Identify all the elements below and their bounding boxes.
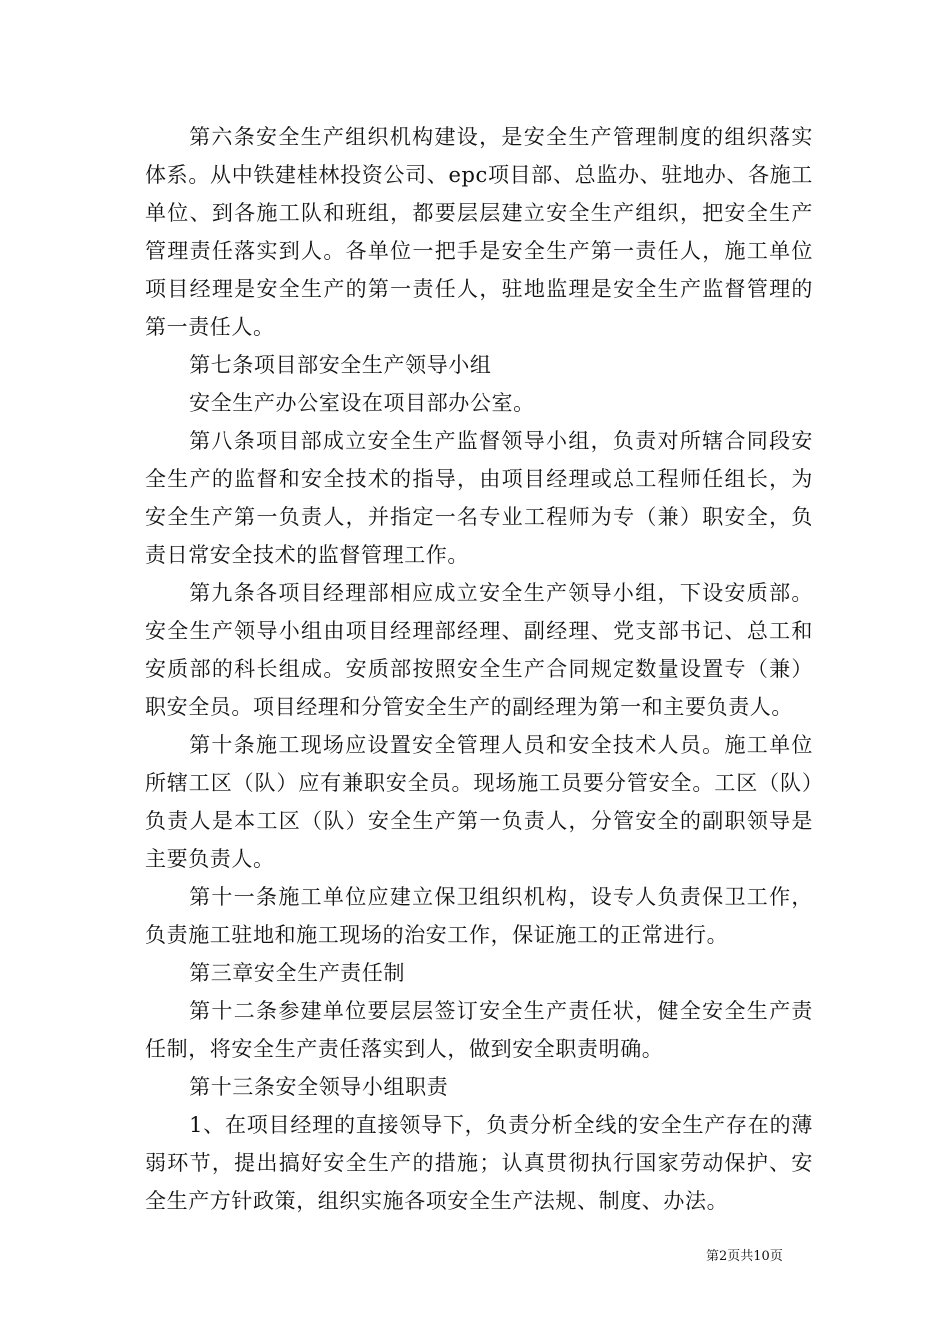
paragraph-article-9: 第九条各项目经理部相应成立安全生产领导小组，下设安质部。安全生产领导小组由项目经理部经理、副经理、党支部书记、总工和安质部的科长组成。安质部按照安全生产合同规定数量设置专（兼）职安全员。项目经理和分管安全生产的副经理为第一和主要负责人。 xyxy=(145,581,813,719)
paragraph-article-13: 第十三条安全领导小组职责 xyxy=(189,1075,449,1099)
paragraph-article-12: 第十二条参建单位要层层签订安全生产责任状，健全安全生产责任制，将安全生产责任落实到人，做到安全职责明确。 xyxy=(145,999,813,1061)
paragraph-article-10: 第十条施工现场应设置安全管理人员和安全技术人员。施工单位所辖工区（队）应有兼职安全员。现场施工员要分管安全。工区（队）负责人是本工区（队）安全生产第一负责人，分管安全的副职领导是主要负责人。 xyxy=(145,733,813,871)
page-number: 第2页共10页 xyxy=(706,1249,783,1264)
document-body xyxy=(145,118,813,1220)
chapter-3-heading: 第三章安全生产责任制 xyxy=(189,961,406,985)
paragraph-item-1: 1、在项目经理的直接领导下，负责分析全线的安全生产存在的薄弱环节，提出搞好安全生产的措施；认真贯彻执行国家劳动保护、安全生产方针政策，组织实施各项安全生产法规、制度、办法。 xyxy=(145,1113,813,1213)
paragraph-article-8: 第八条项目部成立安全生产监督领导小组，负责对所辖合同段安全生产的监督和安全技术的指导，由项目经理或总工程师任组长，为安全生产第一负责人，并指定一名专业工程师为专（兼）职安全，负责日常安全技术的监督管理工作。 xyxy=(145,429,813,567)
paragraph-safety-office: 安全生产办公室设在项目部办公室。 xyxy=(189,391,535,415)
paragraph-article-6: 第六条安全生产组织机构建设，是安全生产管理制度的组织落实体系。从中铁建桂林投资公司、epc项目部、总监办、驻地办、各施工单位、到各施工队和班组，都要层层建立安全生产组织，把安全生产管理责任落实到人。各单位一把手是安全生产第一责任人，施工单位项目经理是安全生产的第一责任人，驻地监理是安全生产监督管理的第一责任人。 xyxy=(145,125,813,339)
paragraph-article-7: 第七条项目部安全生产领导小组 xyxy=(189,353,492,377)
paragraph-article-11: 第十一条施工单位应建立保卫组织机构，设专人负责保卫工作，负责施工驻地和施工现场的治安工作，保证施工的正常进行。 xyxy=(145,885,813,947)
